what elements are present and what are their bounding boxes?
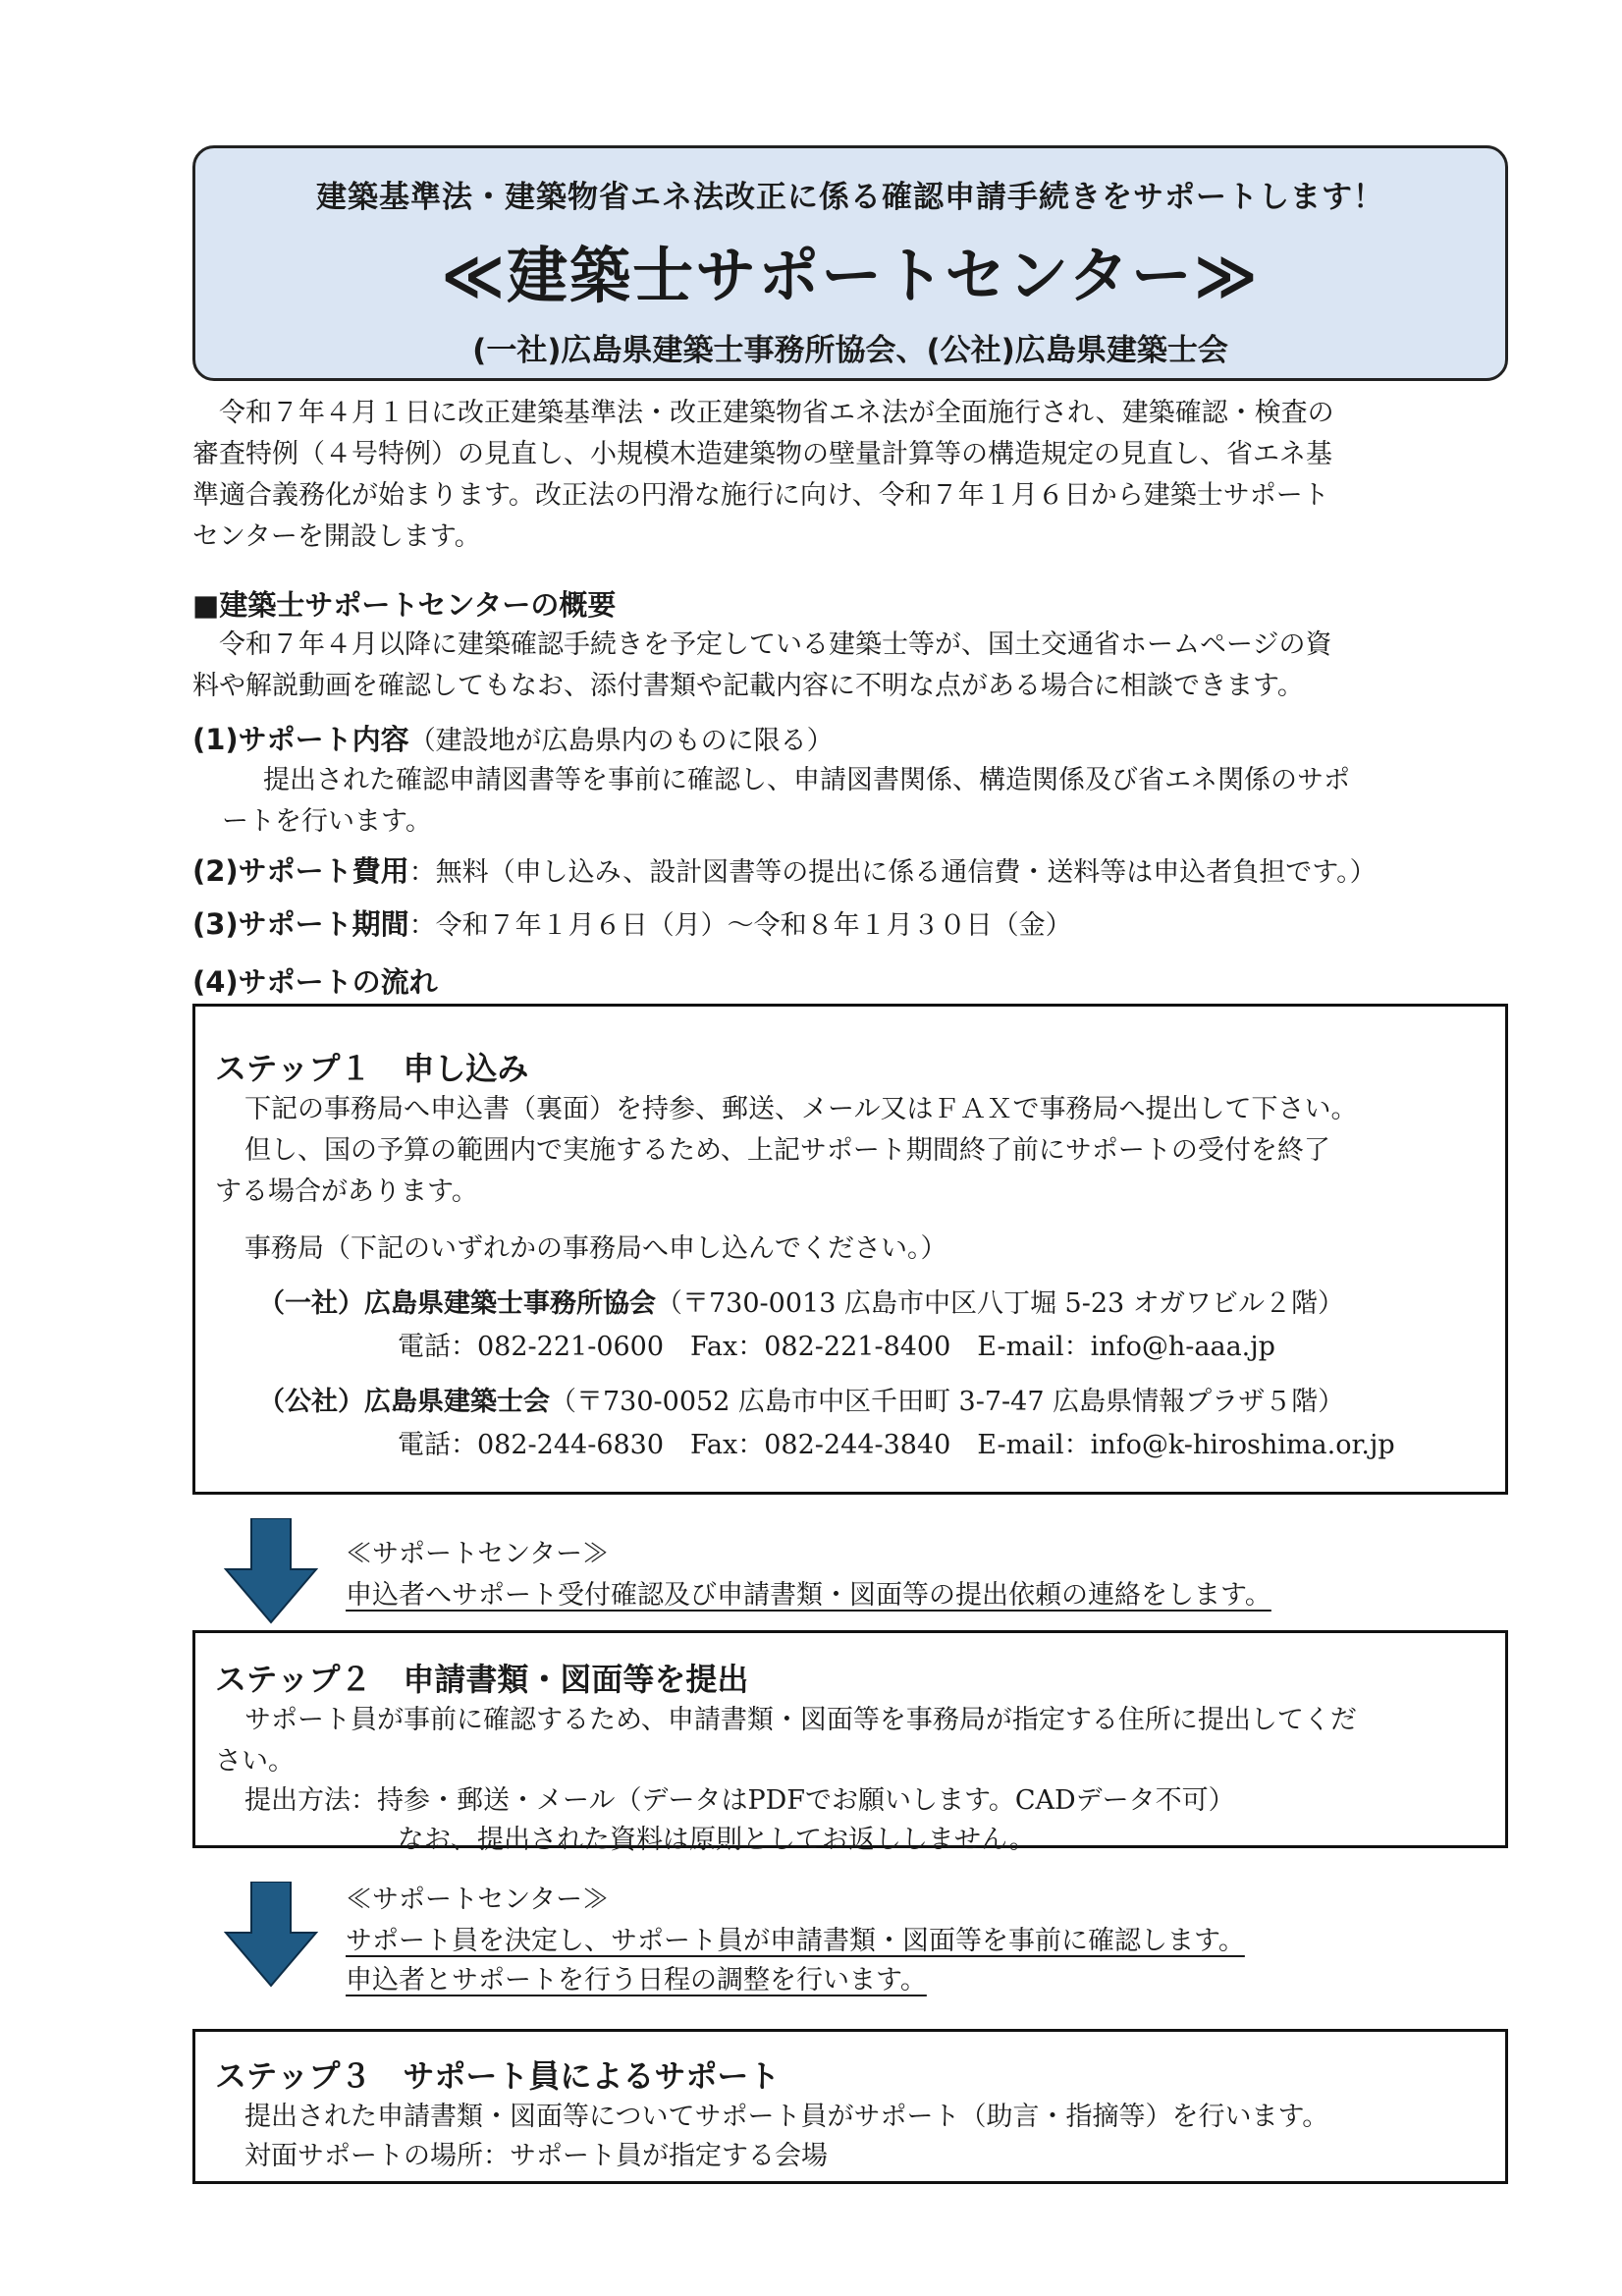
step3-box — [192, 2029, 1508, 2184]
step1-line: する場合があります。 — [215, 1176, 478, 1207]
office2-name: （公社）広島県建築士会 — [258, 1387, 550, 1417]
item3-row — [192, 903, 1072, 947]
item2-text: ：無料（申し込み、設計図書等の提出に係る通信費・送料等は申込者負担です。） — [408, 857, 1377, 888]
step2-line: さい。 — [215, 1746, 295, 1777]
intro-line: 令和７年４月１日に改正建築基準法・改正建築物省エネ法が全面施行され、建築確認・検査の — [219, 398, 1334, 428]
item2-row — [192, 850, 1377, 894]
office-intro: 事務局（下記のいずれかの事務局へ申し込んでください。） — [244, 1233, 947, 1264]
step2-title: ステップ２ 申請書類・図面等を提出 — [215, 1661, 749, 1698]
office1-contact: 電話：082-221-0600 Fax：082-221-8400 E-mail：info@h-aaa.jp — [398, 1332, 1275, 1362]
step2-box — [192, 1630, 1508, 1855]
office1-address: （〒730-0013 広島市中区八丁堀 5-23 オガワビル２階） — [656, 1288, 1344, 1319]
item3-text: ：令和７年１月６日（月）～令和８年１月３０日（金） — [408, 910, 1072, 941]
office1-name: （一社）広島県建築士事務所協会 — [258, 1288, 656, 1319]
intro-line: 審査特例（４号特例）の見直し、小規模木造建築物の壁量計算等の構造規定の見直し、省エネ基 — [192, 439, 1332, 469]
item2-label: (2)サポート費用 — [192, 854, 409, 888]
banner-organizations: (一社)広島県建築士事務所協会、(公社)広島県建築士会 — [472, 333, 1228, 368]
step1-box — [192, 1004, 1508, 1495]
banner-title: ≪建築士サポートセンター≫ — [441, 240, 1260, 311]
item1-line: 提出された確認申請図書等を事前に確認し、申請図書関係、構造関係及び省エネ関係のサポ — [263, 765, 1350, 795]
step3-line: 提出された申請書類・図面等についてサポート員がサポート（助言・指摘等）を行います。 — [244, 2102, 1329, 2132]
overview-line: 令和７年４月以降に建築確認手続きを予定している建築士等が、国土交通省ホームページの資 — [219, 629, 1332, 660]
item1-row — [192, 719, 834, 762]
intro-line: センターを開設します。 — [192, 521, 481, 552]
step1-line: 下記の事務局へ申込書（裏面）を持参、郵送、メール又はＦＡＸで事務局へ提出して下さい。 — [244, 1094, 1358, 1124]
flow2-line: サポート員を決定し、サポート員が申請書類・図面等を事前に確認します。 — [346, 1926, 1245, 1956]
office2-address: （〒730-0052 広島市中区千田町 3-7-47 広島県情報プラザ５階） — [550, 1387, 1345, 1417]
flow2-line: 申込者とサポートを行う日程の調整を行います。 — [346, 1965, 927, 1995]
office2-contact: 電話：082-244-6830 Fax：082-244-3840 E-mail：info@k-hiroshima.or.jp — [398, 1430, 1395, 1460]
flow1-label: ≪サポートセンター≫ — [346, 1539, 610, 1569]
item4-label: (4)サポートの流れ — [192, 965, 438, 999]
header-banner — [192, 145, 1508, 381]
office1-row — [258, 1284, 1344, 1325]
overview-line: 料や解説動画を確認してもなお、添付書類や記載内容に不明な点がある場合に相談できます。 — [192, 671, 1304, 701]
step1-title: ステップ１ 申し込み — [215, 1050, 529, 1087]
step2-method-note: なお、提出された資料は原則としてお返ししません。 — [398, 1825, 1036, 1855]
banner-subtitle: 建築基準法・建築物省エネ法改正に係る確認申請手続きをサポートします！ — [316, 180, 1384, 215]
intro-line: 準適合義務化が始まります。改正法の円滑な施行に向け、令和７年１月６日から建築士サポート — [192, 480, 1329, 511]
office2-row — [258, 1382, 1344, 1423]
item3-label: (3)サポート期間 — [192, 907, 409, 941]
item1-line: ートを行います。 — [222, 806, 432, 837]
flow1-line: 申込者へサポート受付確認及び申請書類・図面等の提出依頼の連絡をします。 — [346, 1580, 1271, 1611]
down-arrow-icon — [224, 1518, 318, 1626]
item1-note: （建設地が広島県内のものに限る） — [408, 726, 834, 756]
flow2-label: ≪サポートセンター≫ — [346, 1885, 610, 1915]
step3-line: 対面サポートの場所：サポート員が指定する会場 — [244, 2141, 828, 2171]
step2-line: サポート員が事前に確認するため、申請書類・図面等を事務局が指定する住所に提出してくだ — [244, 1705, 1357, 1735]
down-arrow-icon — [224, 1882, 318, 1990]
step3-title: ステップ３ サポート員によるサポート — [215, 2057, 781, 2095]
overview-heading: ■建築士サポートセンターの概要 — [192, 588, 617, 622]
step2-method: 提出方法：持参・郵送・メール（データはPDFでお願いします。CADデータ不可） — [244, 1785, 1235, 1816]
item1-label: (1)サポート内容 — [192, 723, 409, 756]
step1-line: 但し、国の予算の範囲内で実施するため、上記サポート期間終了前にサポートの受付を終了 — [244, 1135, 1330, 1166]
